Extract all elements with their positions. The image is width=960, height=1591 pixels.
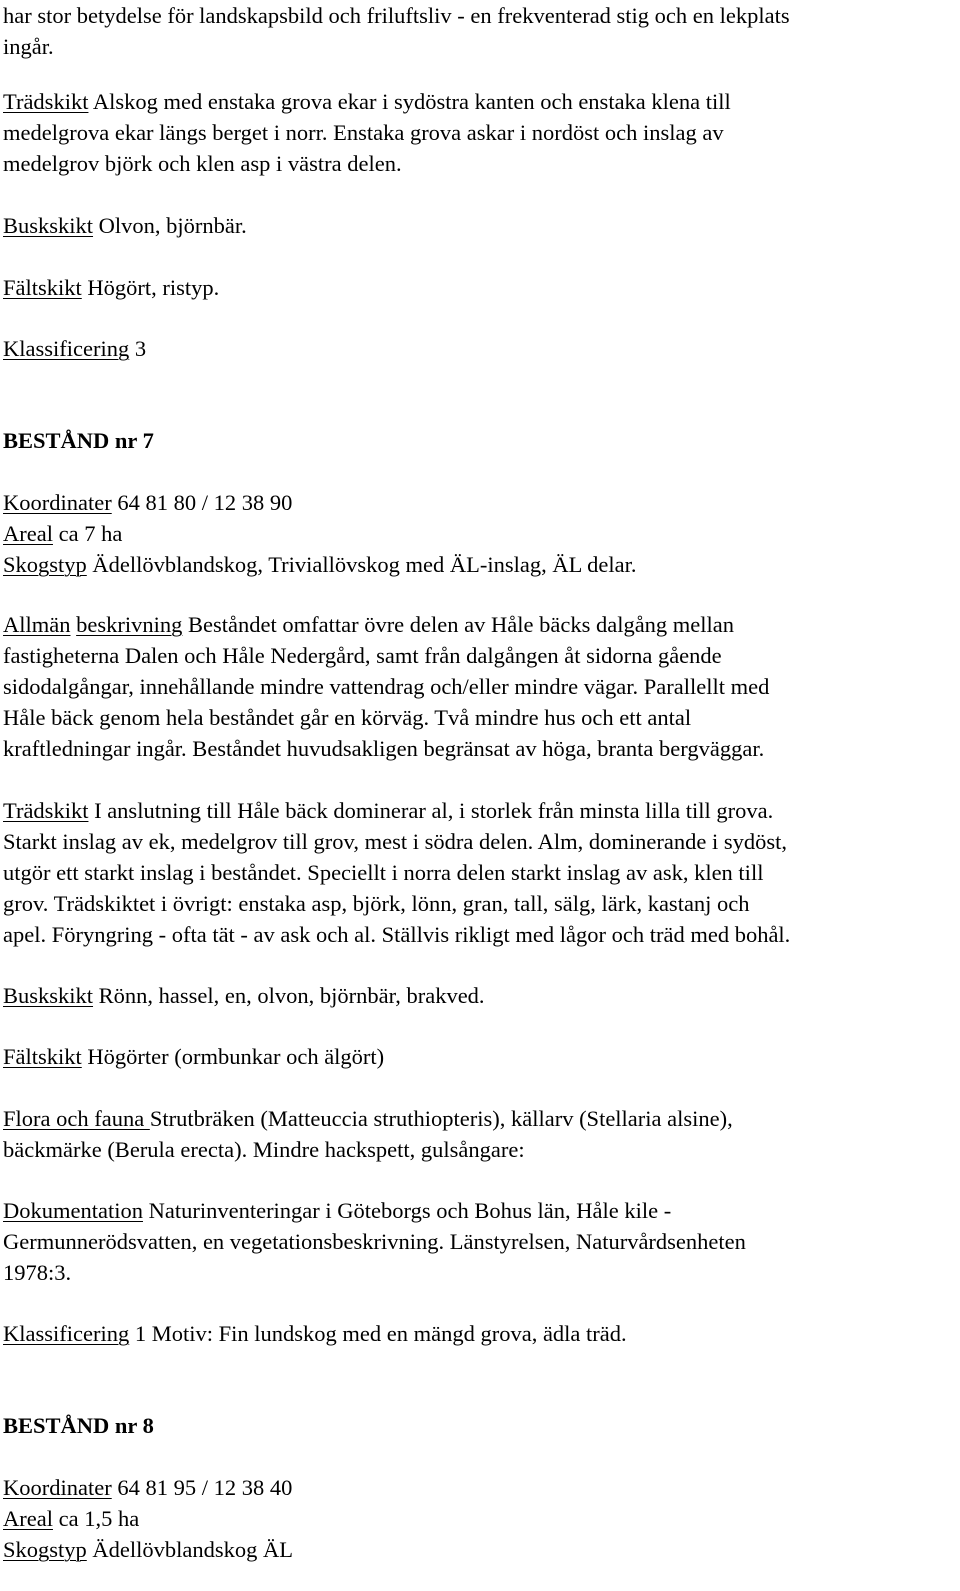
s8-areal-text: ca 1,5 ha bbox=[52, 1506, 140, 1531]
intro-line: har stor betydelse för landskapsbild och friluftsliv - en frekventerad stig och en lekplats bbox=[3, 3, 790, 28]
s7-allman-paragraph bbox=[3, 609, 948, 764]
intro-paragraph bbox=[3, 0, 948, 62]
s7-tradskikt-line: Starkt inslag av ek, medelgrov till grov, mest i södra delen. Alm, dominerande i sydöst, bbox=[3, 829, 788, 854]
s7-flora-label: Flora och fauna bbox=[3, 1106, 150, 1131]
s6-tradskikt-text: Alskog med enstaka grova ekar i sydöstra kanten och enstaka klena till bbox=[88, 89, 731, 114]
s7-allman-text: Beståndet omfattar övre delen av Håle bäcks dalgång mellan bbox=[182, 612, 735, 637]
s7-koordinater-label: Koordinater bbox=[3, 490, 112, 515]
s6-buskskikt-paragraph bbox=[3, 210, 948, 241]
s8-koordinater-text: 64 81 95 / 12 38 40 bbox=[111, 1475, 293, 1500]
s6-faltskikt-text: Högört, ristyp. bbox=[81, 275, 220, 300]
s7-beskrivning-label: beskrivning bbox=[76, 612, 183, 637]
s7-dokumentation-text: Naturinventeringar i Göteborgs och Bohus län, Håle kile - bbox=[142, 1198, 672, 1223]
s6-buskskikt-text: Olvon, björnbär. bbox=[93, 213, 247, 238]
s7-areal-text: ca 7 ha bbox=[52, 521, 123, 546]
s7-klassificering-label: Klassificering bbox=[3, 1321, 130, 1346]
s6-faltskikt-label: Fältskikt bbox=[3, 275, 82, 300]
s7-tradskikt-line: utgör ett starkt inslag i beståndet. Speciellt i norra delen starkt inslag av ask, klen till bbox=[3, 860, 764, 885]
s7-klassificering-paragraph bbox=[3, 1318, 948, 1349]
s7-flora-text: Strutbräken (Matteuccia struthiopteris), källarv (Stellaria alsine), bbox=[149, 1106, 733, 1131]
s6-buskskikt-label: Buskskikt bbox=[3, 213, 94, 238]
s7-buskskikt-label: Buskskikt bbox=[3, 983, 94, 1008]
s7-tradskikt-paragraph bbox=[3, 795, 948, 950]
s7-koordinater-text: 64 81 80 / 12 38 90 bbox=[111, 490, 293, 515]
s7-dokumentation-label: Dokumentation bbox=[3, 1198, 143, 1223]
s7-dokumentation-line: 1978:3. bbox=[3, 1260, 72, 1285]
s7-klassificering-text: 1 Motiv: Fin lundskog med en mängd grova, ädla träd. bbox=[129, 1321, 627, 1346]
s7-tradskikt-label: Trädskikt bbox=[3, 798, 89, 823]
s7-tradskikt-line: grov. Trädskiktet i övrigt: enstaka asp, björk, lönn, gran, tall, sälg, lärk, kastanj och bbox=[3, 891, 750, 916]
s7-tradskikt-text: I anslutning till Håle bäck dominerar al, i storlek från minsta lilla till grova. bbox=[88, 798, 774, 823]
s6-tradskikt-line bbox=[3, 86, 948, 117]
s7-skogstyp-text: Ädellövblandskog, Triviallövskog med ÄL-inslag, ÄL delar. bbox=[86, 552, 637, 577]
s7-flora-line: bäckmärke (Berula erecta). Mindre hackspett, gulsångare: bbox=[3, 1137, 525, 1162]
s7-areal-label: Areal bbox=[3, 521, 53, 546]
s8-areal-label: Areal bbox=[3, 1506, 53, 1531]
s7-tradskikt-line: apel. Föryngring - ofta tät - av ask och al. Ställvis rikligt med lågor och träd med bohål. bbox=[3, 922, 791, 947]
s7-faltskikt-paragraph bbox=[3, 1041, 948, 1072]
s7-dokumentation-paragraph bbox=[3, 1195, 948, 1288]
s6-faltskikt-paragraph bbox=[3, 272, 948, 303]
s6-tradskikt-line: medelgrov björk och klen asp i västra delen. bbox=[3, 151, 402, 176]
s7-skogstyp-label: Skogstyp bbox=[3, 552, 87, 577]
s6-klassificering-paragraph bbox=[3, 333, 948, 364]
s8-skogstyp-text: Ädellövblandskog ÄL bbox=[86, 1537, 294, 1562]
s7-buskskikt-paragraph bbox=[3, 980, 948, 1011]
s7-faltskikt-text: Högörter (ormbunkar och älgört) bbox=[81, 1044, 385, 1069]
s8-koordinater-label: Koordinater bbox=[3, 1475, 112, 1500]
s7-buskskikt-text: Rönn, hassel, en, olvon, björnbär, brakved. bbox=[93, 983, 485, 1008]
s6-tradskikt-paragraph bbox=[3, 86, 948, 179]
s6-klassificering-label: Klassificering bbox=[3, 336, 130, 361]
s6-tradskikt-label: Trädskikt bbox=[3, 89, 89, 114]
s7-meta bbox=[3, 487, 948, 580]
s7-allman-line: sidodalgångar, innehållande mindre vattendrag och/eller mindre vägar. Parallellt med bbox=[3, 674, 770, 699]
s6-tradskikt-line: medelgrova ekar längs berget i norr. Enstaka grova askar i nordöst och inslag av bbox=[3, 120, 724, 145]
s7-dokumentation-line: Germunnerödsvatten, en vegetationsbeskrivning. Länstyrelsen, Naturvårdsenheten bbox=[3, 1229, 746, 1254]
s7-allman-label: Allmän bbox=[3, 612, 71, 637]
s8-heading: BESTÅND nr 8 bbox=[3, 1413, 154, 1438]
intro-line: ingår. bbox=[3, 34, 54, 59]
s7-allman-line: kraftledningar ingår. Beståndet huvudsakligen begränsat av höga, branta bergväggar. bbox=[3, 736, 765, 761]
s7-faltskikt-label: Fältskikt bbox=[3, 1044, 82, 1069]
s7-allman-line: fastigheterna Dalen och Håle Nedergård, samt från dalgången åt sidorna gående bbox=[3, 643, 722, 668]
s7-allman-line: Håle bäck genom hela beståndet går en körväg. Två mindre hus och ett antal bbox=[3, 705, 692, 730]
s8-skogstyp-label: Skogstyp bbox=[3, 1537, 87, 1562]
s8-meta bbox=[3, 1472, 948, 1565]
s7-flora-paragraph bbox=[3, 1103, 948, 1165]
s7-heading: BESTÅND nr 7 bbox=[3, 428, 154, 453]
s6-klassificering-text: 3 bbox=[129, 336, 147, 361]
